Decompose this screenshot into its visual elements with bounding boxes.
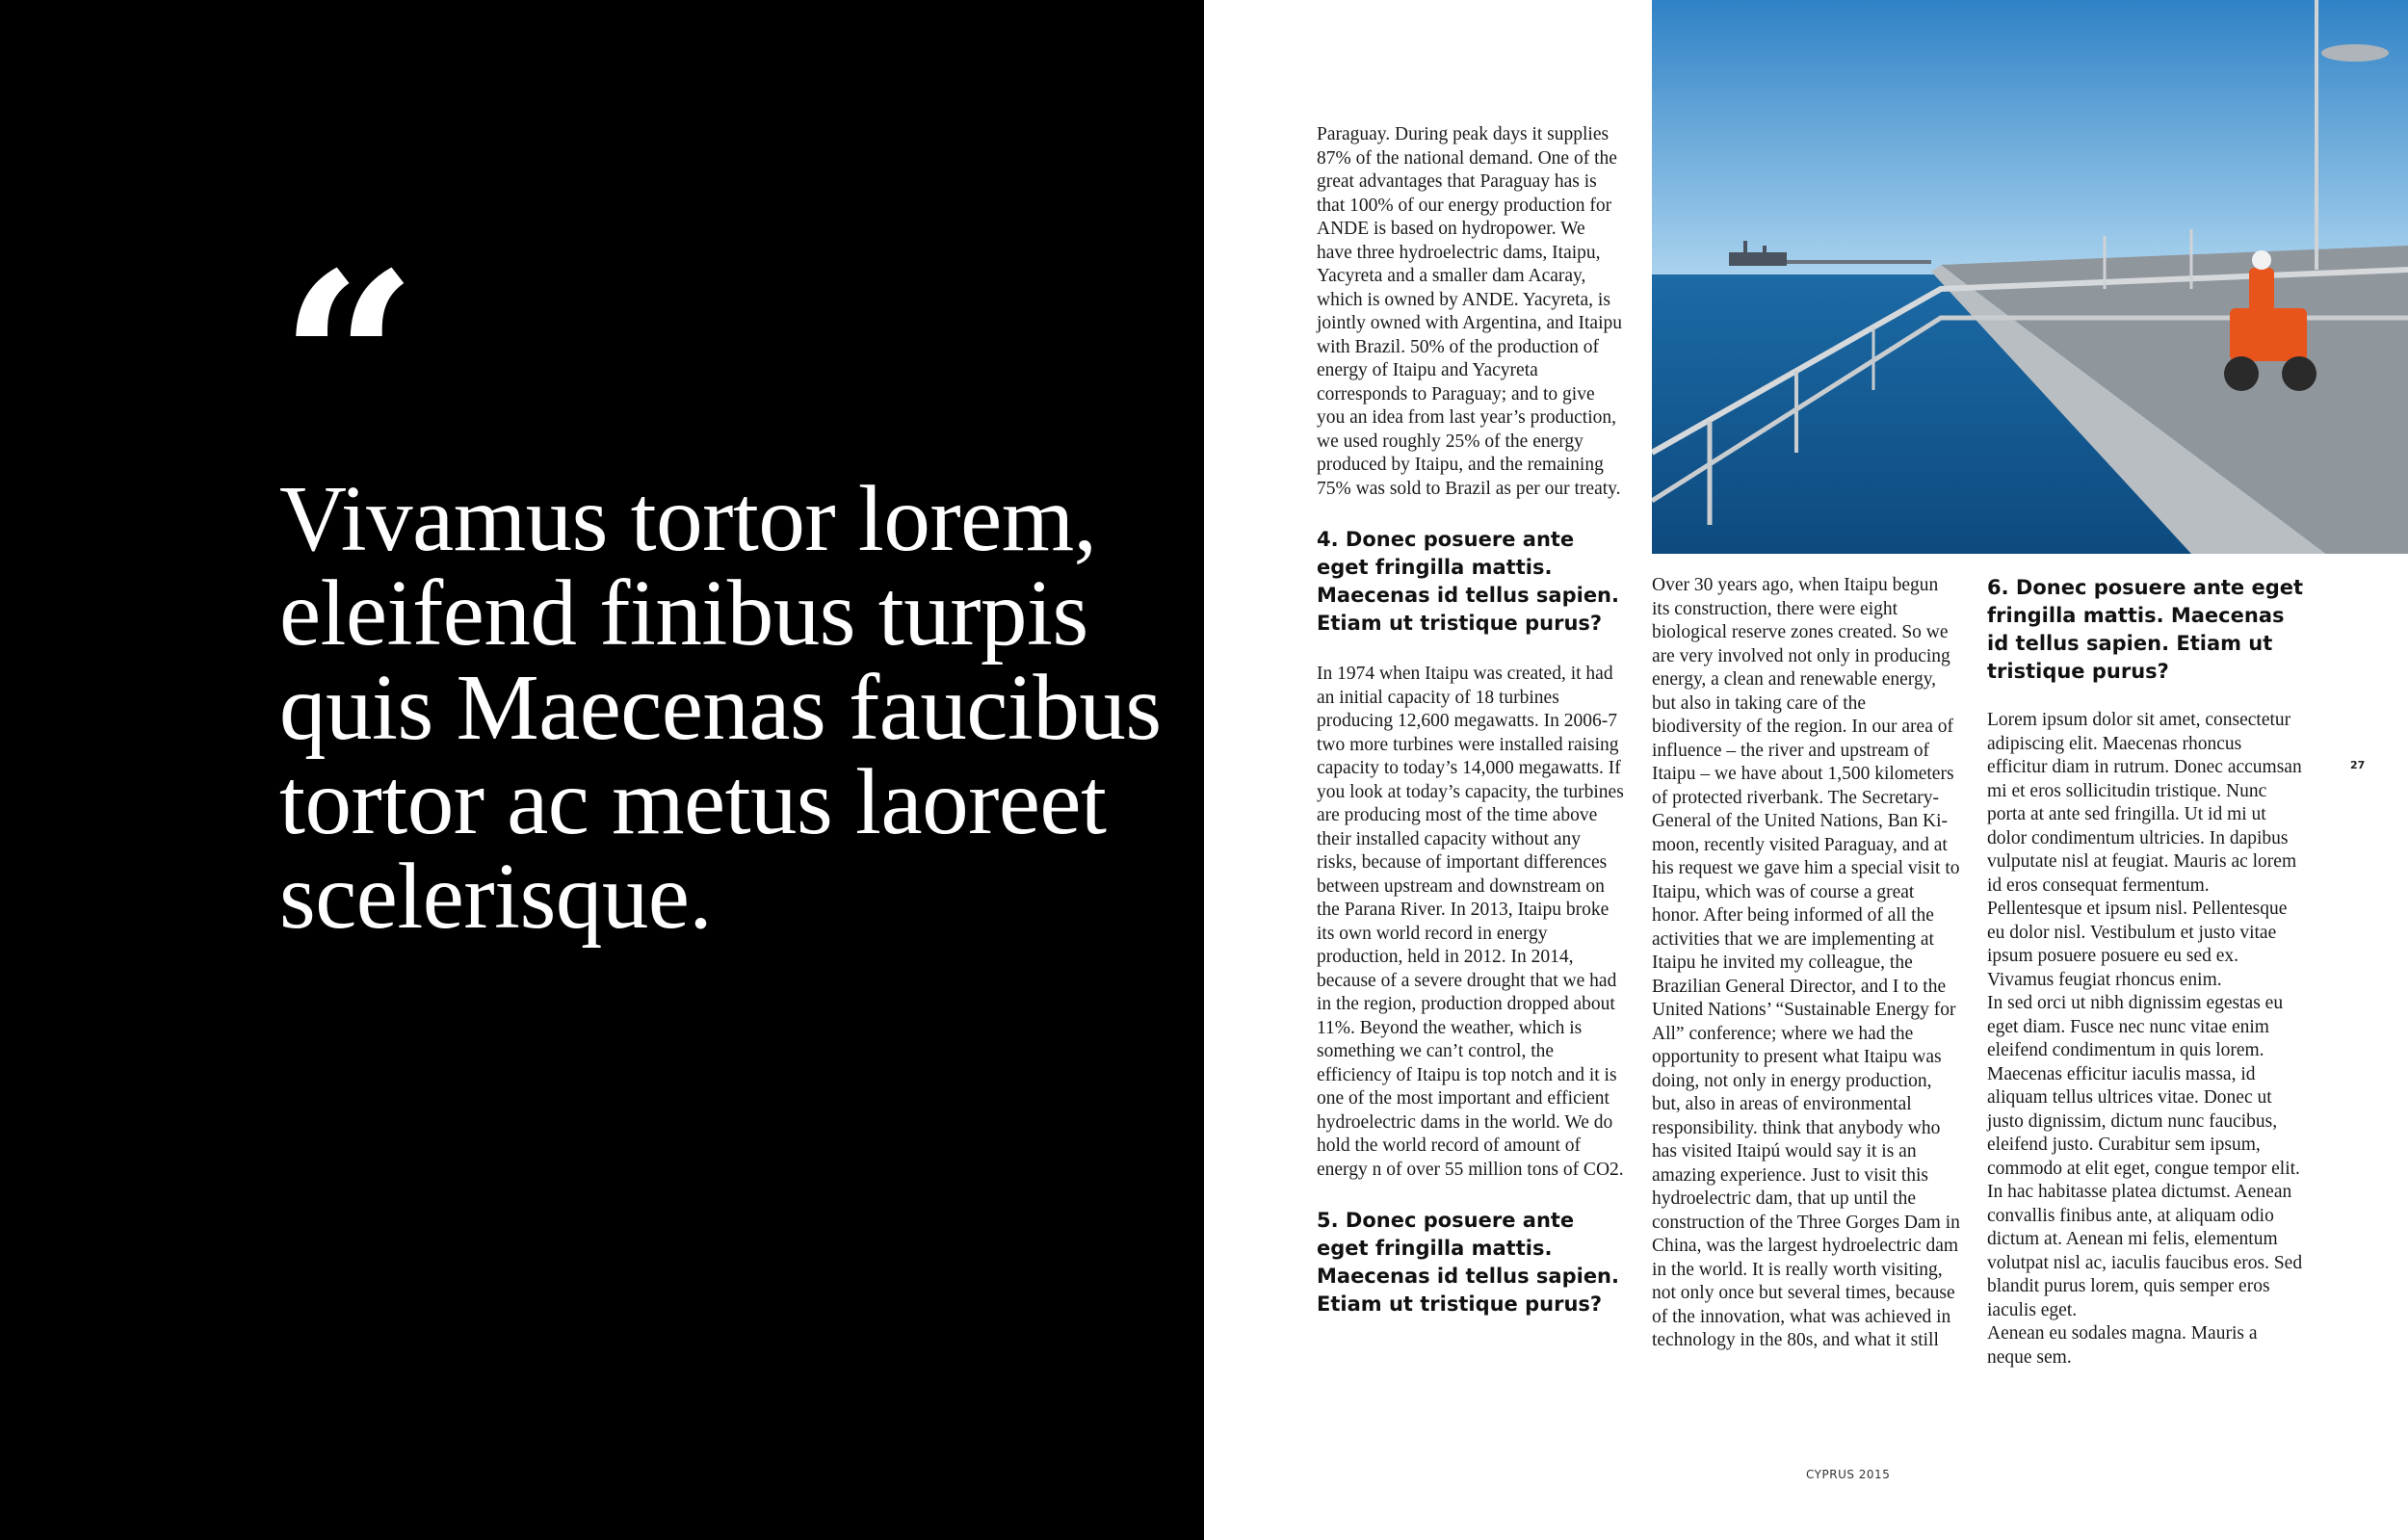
question-heading-5: 5. Donec posuere ante eget fringilla mattis. Maecenas id tellus sapien. Etiam ut tristique purus?	[1317, 1209, 1619, 1316]
answer-paragraph-6b: In sed orci ut nibh dignissim egestas eu eget diam. Fusce nec nunc vitae enim eleifend condimentum in quis lorem. Maecenas efficitur iaculis massa, id aliquam tellus ultrices vitae. Donec ut justo dignissim, dictum nunc faucibus, eleifend justo. Curabitur sem ipsum, commodo at elit eget, congue tempor elit. In hac habitasse platea dictumst. Aenean convallis finibus ante, at aliquam odio dictum at. Aenean mi felis, elementum volutpat nisl ac, iaculis faucibus eros. Sed blandit purus lorem, quis semper eros iaculis eget.	[1987, 993, 2303, 1320]
footer-issue-label: CYPRUS 2015	[1806, 1468, 1891, 1481]
question-heading-4: 4. Donec posuere ante eget fringilla mattis. Maecenas id tellus sapien. Etiam ut tristique purus?	[1317, 528, 1619, 635]
question-heading-6: 6. Donec posuere ante eget fringilla mattis. Maecenas id tellus sapien. Etiam ut tristique purus?	[1987, 576, 2304, 683]
answer-paragraph-6a: Lorem ipsum dolor sit amet, consectetur adipiscing elit. Maecenas rhoncus efficitur diam in rutrum. Donec accumsan mi et eros sollicitudin tristique. Nunc porta at ante sed fringilla. Ut id mi ut dolor condimentum ultricies. In dapibus vulputate nisl at feugiat. Mauris ac lorem id eros consequat fermentum. Pellentesque et ipsum nisl. Pellentesque eu dolor nisl. Vestibulum et justo vitae ipsum posuere posuere eu sed ex. Vivamus feugiat rhoncus enim.	[1987, 710, 2302, 990]
right-page	[1204, 0, 2408, 1540]
answer-paragraph-6c: Aenean eu sodales magna. Mauris a neque sem.	[1987, 1323, 2258, 1368]
page-number: 27	[2350, 759, 2366, 771]
quotation-mark-icon: “	[279, 220, 418, 503]
text-column-2	[1652, 574, 1960, 1353]
pull-quote: Vivamus tortor lorem, eleifend finibus turpis quis Maecenas faucibus tortor ac metus laoreet scelerisque.	[279, 467, 1162, 948]
answer-paragraph-4: In 1974 when Itaipu was created, it had an initial capacity of 18 turbines producing 12,600 megawatts. In 2006-7 two more turbines were installed raising capacity to today’s 14,000 megawatts. If you look at today’s capacity, the turbines are producing most of the time above their installed capacity without any risks, because of important differences between upstream and downstream on the Parana River. In 2013, Itaipu broke its own world record in energy production, held in 2012. In 2014, because of a severe drought that we had in the region, production dropped about 11%. Beyond the weather, which is something we can’t control, the efficiency of Itaipu is top notch and it is one of the most important and efficient hydroelectric dams in the world. We do hold the world record of amount of energy n of over 55 million tons of CO2.	[1317, 664, 1624, 1180]
pier-photo	[1652, 0, 2408, 554]
text-column-1	[1317, 123, 1625, 1318]
column-2-paragraph: Over 30 years ago, when Itaipu begun its construction, there were eight biological reserve zones created. So we are very involved not only in producing energy, a clean and renewable energy, but also in taking care of the biodiversity of the region. In our area of influence – the river and upstream of Itaipu – we have about 1,500 kilometers of protected riverbank. The Secretary-General of the United Nations, Ban Ki-moon, recently visited Paraguay, and at his request we gave him a special visit to Itaipu, which was of course a great honor. After being informed of all the activities that we are implementing at Itaipu he invited my colleague, the Brazilian General Director, and I to the United Nations’ “Sustainable Energy for All” conference; where we had the opportunity to present what Itaipu was doing, not only in energy production, but, also in areas of environmental responsibility. think that anybody who has visited Itaipú would say it is an amazing experience. Just to visit this hydroelectric dam, that up until the construction of the Three Gorges Dam in China, was the largest hydroelectric dam in the world. It is really worth visiting, not only once but several times, because of the innovation, what was achieved in technology in the 80s, and what it still	[1652, 575, 1960, 1350]
pier-illustration	[1652, 0, 2408, 554]
intro-paragraph: Paraguay. During peak days it supplies 87% of the national demand. One of the great advantages that Paraguay has is that 100% of our energy production for ANDE is based on hydropower. We have three hydroelectric dams, Itaipu, Yacyreta and a smaller dam Acaray, which is owned by ANDE. Yacyreta, is jointly owned with Argentina, and Itaipu with Brazil. 50% of the production of energy of Itaipu and Yacyreta corresponds to Paraguay; and to give you an idea from last year’s production, we used roughly 25% of the energy produced by Itaipu, and the remaining 75% was sold to Brazil as per our treaty.	[1317, 124, 1623, 499]
text-column-3	[1987, 574, 2305, 1370]
